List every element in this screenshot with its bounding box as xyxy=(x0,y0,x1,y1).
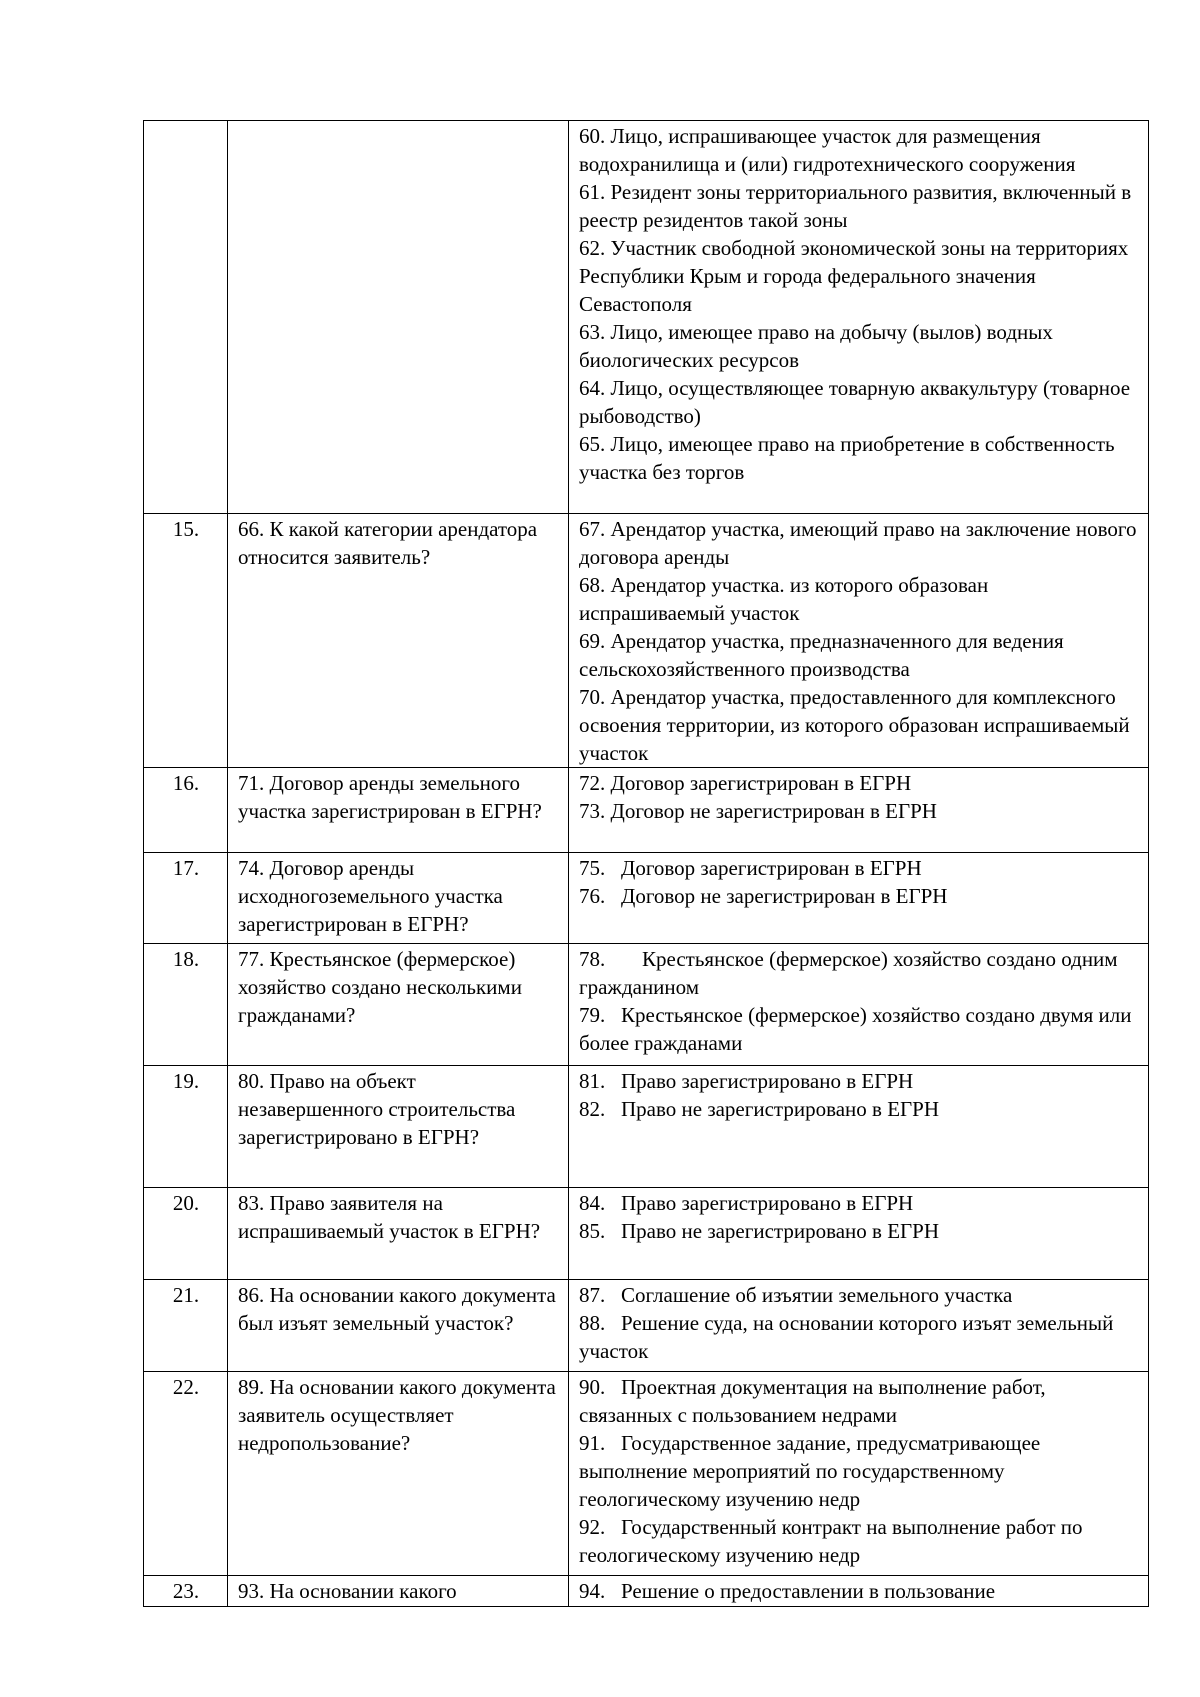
answers-cell xyxy=(569,1066,1149,1188)
answer-option: 68. Арендатор участка. из которого образован испрашиваемый участок xyxy=(579,573,994,625)
answer-option: 78. Крестьянское (фермерское) хозяйство создано одним гражданином xyxy=(579,947,1123,999)
answers-cell xyxy=(569,1188,1149,1280)
answer-option: 65. Лицо, имеющее право на приобретение в собственность участка без торгов xyxy=(579,432,1120,484)
answer-option: 63. Лицо, имеющее право на добычу (вылов) водных биологических ресурсов xyxy=(579,320,1059,372)
answer-option: 62. Участник свободной экономической зоны на территориях Республики Крым и города федерального значения Севастополя xyxy=(579,236,1134,316)
question-text: 77. Крестьянское (фермерское) хозяйство создано несколькими гражданами? xyxy=(238,947,528,1027)
answers-cell xyxy=(569,1280,1149,1372)
question-cell xyxy=(228,944,569,1066)
question-text: 83. Право заявителя на испрашиваемый участок в ЕГРН? xyxy=(238,1191,541,1243)
answer-option: 88. Решение суда, на основании которого изъят земельный участок xyxy=(579,1311,1119,1363)
answer-option: 72. Договор зарегистрирован в ЕГРН xyxy=(579,771,912,795)
row-number: 21. xyxy=(144,1280,228,1372)
answer-option: 81. Право зарегистрировано в ЕГРН xyxy=(579,1069,914,1093)
question-text: 71. Договор аренды земельного участка зарегистрирован в ЕГРН? xyxy=(238,771,542,823)
answer-option: 60. Лицо, испрашивающее участок для размещения водохранилища и (или) гидротехнического сооружения xyxy=(579,124,1076,176)
row-number xyxy=(144,121,228,514)
question-text: 66. К какой категории арендатора относится заявитель? xyxy=(238,517,543,569)
question-cell xyxy=(228,121,569,514)
table-row xyxy=(144,1188,1149,1280)
question-cell xyxy=(228,853,569,944)
answer-option: 91. Государственное задание, предусматривающее выполнение мероприятий по государственному геологическому изучению недр xyxy=(579,1431,1046,1511)
row-number: 18. xyxy=(144,944,228,1066)
row-number: 23. xyxy=(144,1576,228,1607)
question-text: 80. Право на объект незавершенного строительства зарегистрировано в ЕГРН? xyxy=(238,1069,521,1149)
answer-option: 84. Право зарегистрировано в ЕГРН xyxy=(579,1191,914,1215)
question-text: 86. На основании какого документа был изъят земельный участок? xyxy=(238,1283,562,1335)
question-cell xyxy=(228,1066,569,1188)
table-row xyxy=(144,1066,1149,1188)
question-text: 89. На основании какого документа заявитель осуществляет недропользование? xyxy=(238,1375,562,1455)
table-row xyxy=(144,1576,1149,1607)
row-number: 16. xyxy=(144,768,228,853)
table-row xyxy=(144,514,1149,768)
question-cell xyxy=(228,1576,569,1607)
answers-cell xyxy=(569,514,1149,768)
answer-option: 75. Договор зарегистрирован в ЕГРН xyxy=(579,856,922,880)
table-row xyxy=(144,944,1149,1066)
answer-option: 85. Право не зарегистрировано в ЕГРН xyxy=(579,1219,940,1243)
question-cell xyxy=(228,768,569,853)
answer-option: 67. Арендатор участка, имеющий право на заключение нового договора аренды xyxy=(579,517,1142,569)
row-number: 20. xyxy=(144,1188,228,1280)
answer-option: 76. Договор не зарегистрирован в ЕГРН xyxy=(579,884,948,908)
answers-cell xyxy=(569,1372,1149,1576)
answers-cell xyxy=(569,853,1149,944)
answers-cell xyxy=(569,1576,1149,1607)
answer-option: 92. Государственный контракт на выполнение работ по геологическому изучению недр xyxy=(579,1515,1088,1567)
table-row xyxy=(144,853,1149,944)
answer-option: 79. Крестьянское (фермерское) хозяйство создано двумя или более гражданами xyxy=(579,1003,1137,1055)
row-number: 19. xyxy=(144,1066,228,1188)
answer-option: 90. Проектная документация на выполнение работ, связанных с пользованием недрами xyxy=(579,1375,1051,1427)
row-number: 22. xyxy=(144,1372,228,1576)
answer-option: 82. Право не зарегистрировано в ЕГРН xyxy=(579,1097,940,1121)
table-row xyxy=(144,768,1149,853)
question-cell xyxy=(228,1188,569,1280)
question-cell xyxy=(228,1280,569,1372)
answer-option: 70. Арендатор участка, предоставленного для комплексного освоения территории, из которого образован испрашиваемый участок xyxy=(579,685,1135,765)
answer-option: 87. Соглашение об изъятии земельного участка xyxy=(579,1283,1013,1307)
questionnaire-table xyxy=(143,120,1149,1607)
question-text: 74. Договор аренды исходногоземельного участка зарегистрирован в ЕГРН? xyxy=(238,856,509,936)
answer-option: 94. Решение о предоставлении в пользование xyxy=(579,1579,996,1603)
answer-option: 64. Лицо, осуществляющее товарную аквакультуру (товарное рыбоводство) xyxy=(579,376,1136,428)
row-number: 15. xyxy=(144,514,228,768)
table-row xyxy=(144,121,1149,514)
row-number: 17. xyxy=(144,853,228,944)
table-row xyxy=(144,1372,1149,1576)
question-cell xyxy=(228,514,569,768)
answers-cell xyxy=(569,121,1149,514)
answer-option: 69. Арендатор участка, предназначенного для ведения сельскохозяйственного производства xyxy=(579,629,1069,681)
answer-option: 61. Резидент зоны территориального развития, включенный в реестр резидентов такой зоны xyxy=(579,180,1137,232)
question-text: 93. На основании какого xyxy=(238,1579,457,1603)
answer-option: 73. Договор не зарегистрирован в ЕГРН xyxy=(579,799,937,823)
question-cell xyxy=(228,1372,569,1576)
table-row xyxy=(144,1280,1149,1372)
answers-cell xyxy=(569,944,1149,1066)
answers-cell xyxy=(569,768,1149,853)
